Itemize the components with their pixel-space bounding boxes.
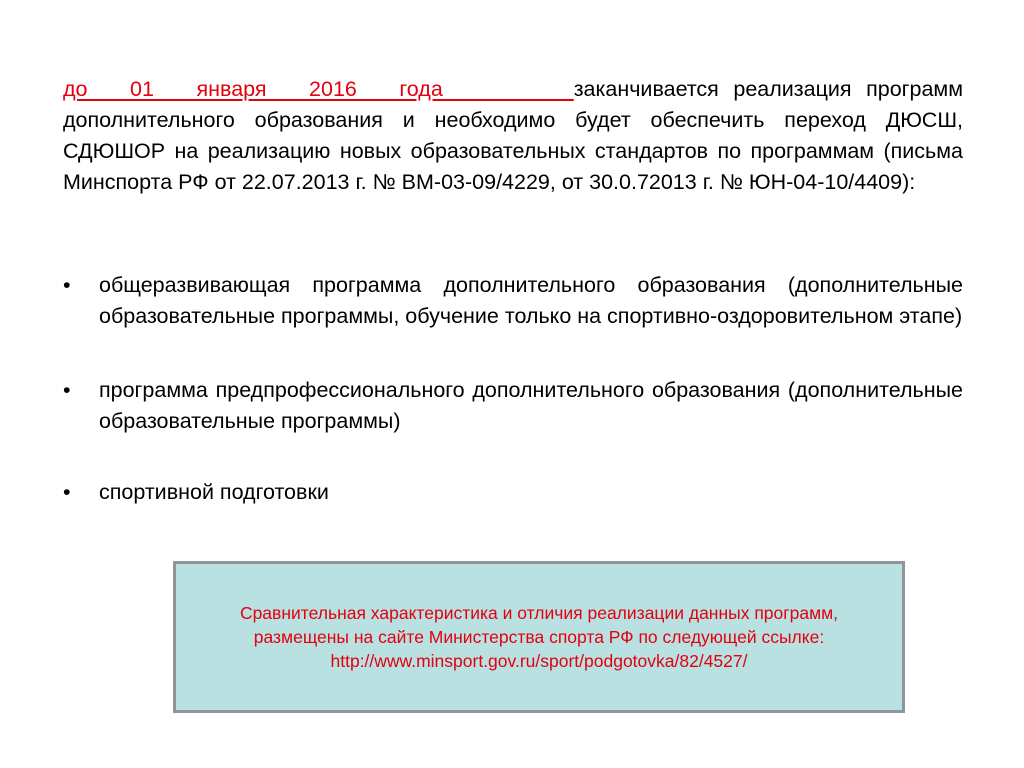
list-item-text: спортивной подготовки bbox=[99, 480, 329, 504]
notice-line-2: размещены на сайте Министерства спорта РФ по следующей ссылке: bbox=[253, 627, 825, 647]
list-item bbox=[63, 375, 963, 437]
list-item-text: общеразвивающая программа дополнительного образования (дополнительные образовательные программы, обучение только на спортивно-оздоровительном этапе) bbox=[99, 273, 963, 328]
bullet-icon: • bbox=[63, 480, 71, 504]
deadline-underline-tail bbox=[443, 77, 574, 101]
notice-link[interactable]: http://www.minsport.gov.ru/sport/podgotovka/82/4527/ bbox=[330, 651, 748, 671]
intro-paragraph bbox=[63, 74, 963, 198]
list-item bbox=[63, 270, 963, 332]
notice-text bbox=[189, 601, 889, 673]
deadline-text: до 01 января 2016 года bbox=[63, 77, 443, 101]
intro-text: заканчивается реализация программ дополнительного образования и необходимо будет обеспечить переход ДЮСШ, СДЮШОР на реализацию новых образовательных стандартов по программам (письма Минспорта РФ от 22.07.2013 г. № ВМ-03-09/4229, от 30.0.72013 г. № ЮН-04-10/4409): bbox=[63, 77, 963, 194]
program-list bbox=[63, 270, 963, 551]
bullet-icon: • bbox=[63, 378, 71, 402]
list-item bbox=[63, 477, 963, 508]
bullet-icon: • bbox=[63, 273, 71, 297]
notice-box bbox=[173, 561, 905, 713]
notice-line-1: Сравнительная характеристика и отличия реализации данных программ, bbox=[239, 603, 839, 623]
list-item-text: программа предпрофессионального дополнительного образования (дополнительные образовательные программы) bbox=[99, 378, 963, 433]
deadline-highlight bbox=[63, 77, 574, 101]
